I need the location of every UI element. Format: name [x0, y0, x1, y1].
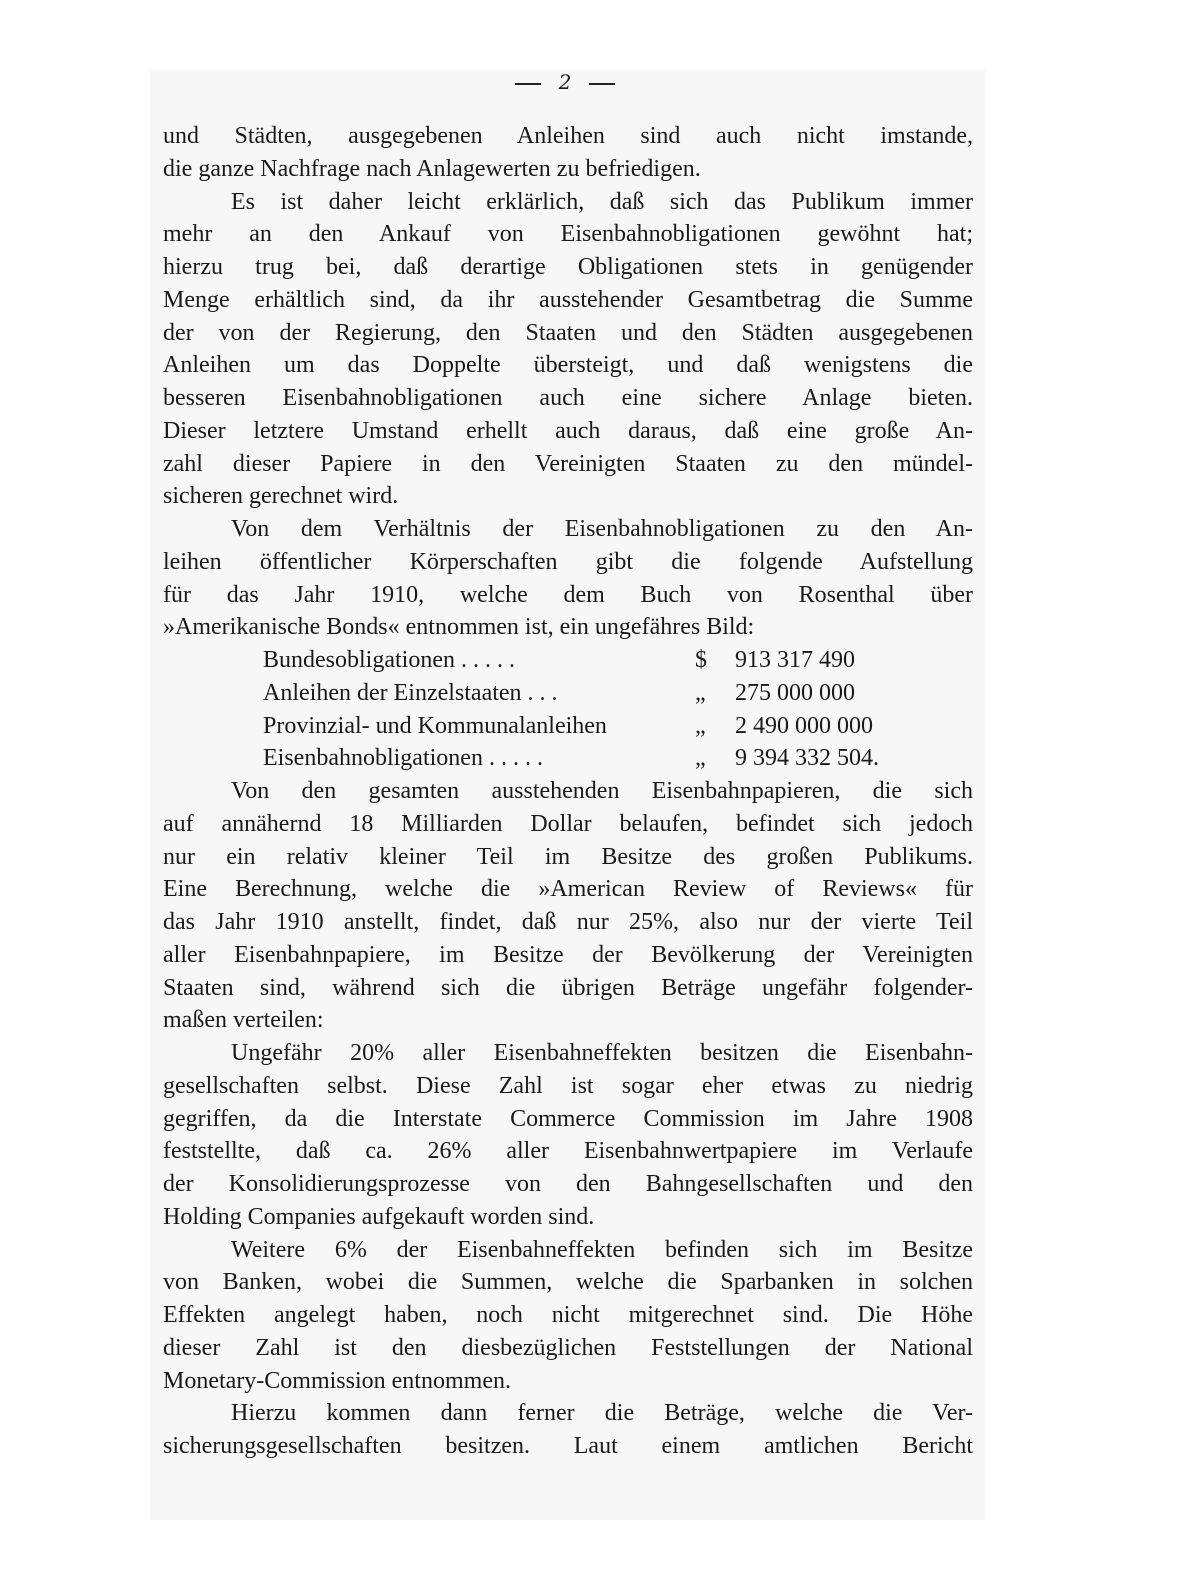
text-line: sicheren gerechnet wird. — [163, 483, 399, 510]
table-currency: „ — [695, 745, 706, 772]
table-label: Provinzial- und Kommunalanleihen — [263, 712, 607, 739]
text-line: Monetary-Commission entnommen. — [163, 1367, 511, 1394]
text-line: dieser Zahl ist den diesbezüglichen Feststellungen der National — [163, 1334, 973, 1361]
text-line: besseren Eisenbahnobligationen auch eine sichere Anlage bieten. — [163, 385, 973, 411]
text-line: Holding Companies aufgekauft worden sind. — [163, 1203, 595, 1230]
text-line: sicherungsgesellschaften besitzen. Laut einem amtlichen Bericht — [163, 1433, 973, 1459]
text-line: Anleihen um das Doppelte übersteigt, und daß wenigstens die — [163, 352, 973, 379]
text-line: mehr an den Ankauf von Eisenbahnobligationen gewöhnt hat; — [163, 221, 973, 248]
paragraphs-after-table — [163, 775, 973, 1463]
table-value: 913 317 490 — [735, 647, 855, 673]
table-value: 2 490 000 000 — [735, 712, 873, 739]
table-value: 275 000 000 — [735, 679, 855, 706]
table-label: Anleihen der Einzelstaaten . . . — [263, 679, 558, 706]
text-line: Von den gesamten ausstehenden Eisenbahnpapieren, die sich — [231, 778, 973, 804]
paragraph — [163, 513, 973, 644]
bond-table — [163, 644, 973, 775]
table-row — [163, 710, 973, 743]
text-line: von Banken, wobei die Summen, welche die Sparbanken in solchen — [163, 1269, 973, 1296]
text-line: nur ein relativ kleiner Teil im Besitze des großen Publikums. — [163, 843, 973, 870]
text-line: für das Jahr 1910, welche dem Buch von Rosenthal über — [163, 581, 973, 608]
table-currency: „ — [695, 679, 706, 706]
table-label: Eisenbahnobligationen . . . . . — [263, 745, 543, 772]
table-currency: „ — [695, 712, 706, 739]
text-line: zahl dieser Papiere in den Vereinigten Staaten zu den mündel- — [163, 450, 973, 477]
paragraph — [163, 775, 973, 1037]
text-line: Staaten sind, während sich die übrigen Beträge ungefähr folgender- — [163, 974, 973, 1001]
text-line: Von dem Verhältnis der Eisenbahnobligationen zu den An- — [231, 516, 973, 542]
table-label: Bundesobligationen . . . . . — [263, 647, 515, 673]
text-line: und Städten, ausgegebenen Anleihen sind auch nicht imstande, — [163, 123, 973, 149]
text-line: gesellschaften selbst. Diese Zahl ist sogar eher etwas zu niedrig — [163, 1072, 973, 1099]
text-line: Es ist daher leicht erklärlich, daß sich das Publikum immer — [231, 188, 973, 215]
text-line: der von der Regierung, den Staaten und den Städten ausgegebenen — [163, 319, 973, 346]
paragraph — [163, 186, 973, 514]
text-line: die ganze Nachfrage nach Anlagewerten zu befriedigen. — [163, 155, 701, 182]
text-line: leihen öffentlicher Körperschaften gibt die folgende Aufstellung — [163, 548, 973, 575]
table-value: 9 394 332 504. — [735, 745, 879, 772]
table-row — [163, 677, 973, 710]
table-row — [163, 742, 973, 775]
text-line: der Konsolidierungsprozesse von den Bahngesellschaften und den — [163, 1171, 973, 1197]
text-line: das Jahr 1910 anstellt, findet, daß nur 25%, also nur der vierte Teil — [163, 909, 973, 935]
text-line: Effekten angelegt haben, noch nicht mitgerechnet sind. Die Höhe — [163, 1302, 973, 1328]
paragraph — [163, 1397, 973, 1463]
text-line: feststellte, daß ca. 26% aller Eisenbahnwertpapiere im Verlaufe — [163, 1138, 973, 1165]
text-line: Eine Berechnung, welche die »American Review of Reviews« für — [163, 876, 973, 903]
paragraph — [163, 1037, 973, 1234]
text-line: hierzu trug bei, daß derartige Obligationen stets in genügender — [163, 254, 973, 280]
text-line: Dieser letztere Umstand erhellt auch daraus, daß eine große An- — [163, 417, 973, 444]
paragraph — [163, 120, 973, 186]
paragraphs-before-table — [163, 120, 973, 644]
text-line: auf annähernd 18 Milliarden Dollar belaufen, befindet sich jedoch — [163, 810, 973, 837]
dash-right — [589, 83, 615, 85]
table-row — [163, 644, 973, 677]
text-line: gegriffen, da die Interstate Commerce Commission im Jahre 1908 — [163, 1105, 973, 1132]
text-line: Hierzu kommen dann ferner die Beträge, welche die Ver- — [231, 1400, 973, 1427]
table-currency: $ — [695, 647, 707, 673]
text-line: aller Eisenbahnpapiere, im Besitze der Bevölkerung der Vereinigten — [163, 941, 973, 968]
text-line: maßen verteilen: — [163, 1007, 324, 1034]
text-line: Menge erhältlich sind, da ihr ausstehender Gesamtbetrag die Summe — [163, 286, 973, 313]
paragraph — [163, 1234, 973, 1398]
dash-left — [515, 83, 541, 85]
text-line: »Amerikanische Bonds« entnommen ist, ein ungefähres Bild: — [163, 614, 755, 641]
page-number-text: 2 — [558, 70, 572, 94]
text-line: Ungefähr 20% aller Eisenbahneffekten besitzen die Eisenbahn- — [231, 1040, 973, 1066]
page-number — [0, 70, 1130, 94]
body-text — [163, 120, 973, 1463]
text-line: Weitere 6% der Eisenbahneffekten befinden sich im Besitze — [231, 1236, 973, 1263]
